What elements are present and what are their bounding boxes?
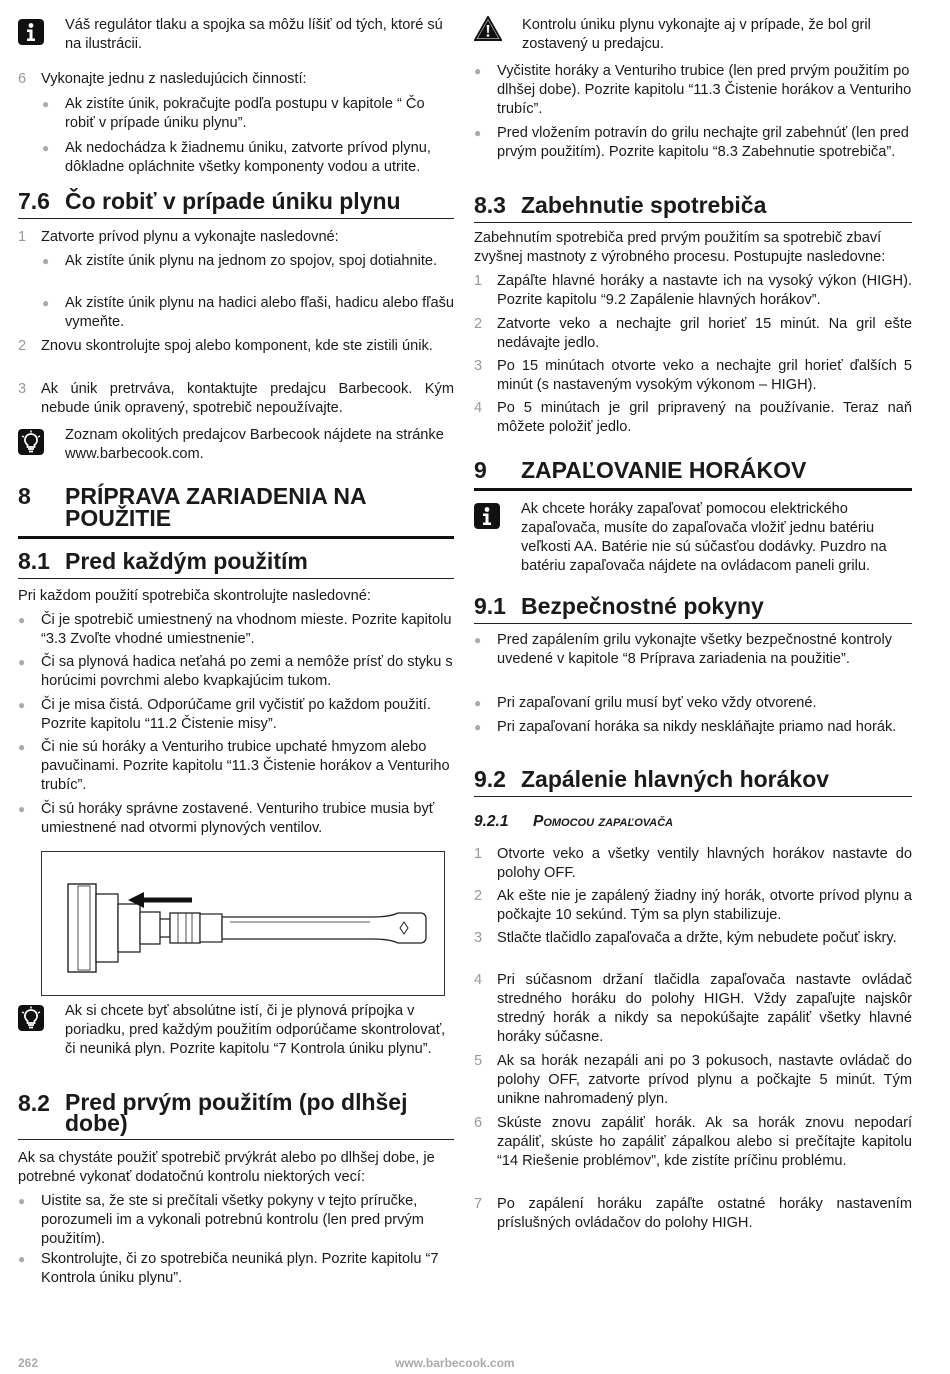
list-item: ● Skontrolujte, či zo spotrebiča neuniká plyn. Pozrite kapitolu “7 Kontrola úniku plynu”. <box>18 1251 439 1286</box>
tip-note-leak-check <box>18 1002 454 1059</box>
info-icon <box>18 19 44 45</box>
note-text: Váš regulátor tlaku a spojka sa môžu líšiť od tých, ktoré sú na ilustrácii. <box>65 17 443 52</box>
section-heading-9-2: 9.2 Zapálenie hlavných horákov <box>474 768 912 797</box>
tip-text: Ak si chcete byť absolútne istí, či je plynová prípojka v poriadku, pred každým použitím odporúčame skontrolovať, či neuniká plyn. Pozrite kapitolu “7 Kontrola úniku plynu”. <box>65 1003 446 1057</box>
list-item: 2 Zatvorte veko a nechajte gril horieť 15 minút. Na gril ešte nedávajte jedlo. <box>474 316 912 351</box>
first-use-checklist-continued <box>474 62 912 162</box>
list-item: 5 Ak sa horák nezapáli ani po 3 pokusoch, nastavte ovládač do polohy OFF, zatvorte prívod plynu a počkajte 5 minút. Tým unikne nahromadený plyn. <box>474 1053 912 1107</box>
list-item: ● Pri zapaľovaní grilu musí byť veko vždy otvorené. <box>474 695 817 711</box>
list-item: ● Ak zistíte únik plynu na hadici alebo fľaši, hadicu alebo fľašu vymeňte. <box>42 295 454 330</box>
section-heading-7-6: 7.6 Čo robiť v prípade úniku plynu <box>18 190 454 219</box>
step-number: 6 <box>18 71 27 87</box>
gas-connection-illustration <box>41 851 445 996</box>
list-item: ● Či je misa čistá. Odporúčame gril vyčistiť po každom použití. Pozrite kapitolu “11.2 Čistenie misy”. <box>18 697 431 732</box>
step6-bullet-list <box>42 95 454 177</box>
break-in-steps <box>474 272 912 437</box>
safety-list <box>474 631 912 737</box>
list-item: ● Či sa plynová hadica neťahá po zemi a nemôže prísť do styku s horúcimi povrchmi alebo kvapkajúcim tukom. <box>18 654 453 689</box>
list-item: ● Ak zistíte únik plynu na jednom zo spojov, spoj dotiahnite. <box>42 253 438 269</box>
list-item: 4 Pri súčasnom držaní tlačidla zapaľovača nastavte ovládač stredného horáku do polohy HIGH. Vždy zapaľujte najskôr stredný horák a nikdy sa nepokúšajte zapáliť všetky hlavné horáky súčasne. <box>474 972 912 1045</box>
list-item: 1 Otvorte veko a všetky ventily hlavných horákov nastavte do polohy OFF. <box>474 846 912 881</box>
list-item: 2 Ak ešte nie je zapálený žiadny iný horák, otvorte prívod plynu a počkajte 10 sekúnd. Tým sa plyn stabilizuje. <box>474 888 912 923</box>
list-item: ● Pri zapaľovaní horáka sa nikdy neskláňajte priamo nad horák. <box>474 719 897 735</box>
list-item: 3 Stlačte tlačidlo zapaľovača a držte, kým nebudete počuť iskry. <box>474 930 897 946</box>
list-item: 7 Po zapálení horáku zapáľte ostatné horáky nastavením príslušných ovládačov do polohy HIGH. <box>474 1196 912 1231</box>
list-item: ● Vyčistite horáky a Venturiho trubice (len pred prvým použitím po dlhšej dobe). Pozrite kapitolu “11.3 Čistenie horákov a Venturiho trubíc”. <box>474 63 912 117</box>
note-text: Ak chcete horáky zapaľovať pomocou elektrického zapaľovača, musíte do zapaľovača vložiť jednu batériu veľkosti AA. Batérie nie sú súčasťou dodávky. Puzdro na batériu zapaľovača nájdete na ovládacom paneli grilu. <box>521 501 887 574</box>
list-item: ● Pred vložením potravín do grilu nechajte gril zabehnúť (len pred prvým použitím). Pozrite kapitolu “8.3 Zabehnutie spotrebiča”. <box>474 125 909 160</box>
list-item: ● Uistite sa, že ste si prečítali všetky pokyny v tejto príručke, porozumeli im a vykonali potrebnú kontrolu (len pred prvým použitím). <box>18 1193 424 1247</box>
lightbulb-icon <box>18 429 44 455</box>
checklist <box>18 611 454 838</box>
section-heading-8-1: 8.1 Pred každým použitím <box>18 550 454 579</box>
first-use-checklist <box>18 1192 454 1288</box>
info-icon <box>474 503 500 529</box>
list-item: 4 Po 5 minútach je gril pripravený na používanie. Teraz naň môžete položiť jedlo. <box>474 400 912 435</box>
lightbulb-icon <box>18 1005 44 1031</box>
tip-note-dealers <box>18 426 454 464</box>
warning-note-dealer <box>474 16 912 54</box>
list-item: ● Či sú horáky správne zostavené. Venturiho trubice musia byť umiestnené nad otvormi plynových ventilov. <box>18 801 435 836</box>
chapter-heading-9: 9 ZAPAĽOVANIE HORÁKOV <box>474 459 912 491</box>
section-heading-8-3: 8.3 Zabehnutie spotrebiča <box>474 194 912 223</box>
intro-text: Pri každom použití spotrebiča skontrolujte nasledovné: <box>18 588 371 604</box>
subsection-heading-9-2-1: 9.2.1 Pomocou zapaľovača <box>474 813 674 830</box>
step-text: Vykonajte jednu z nasledujúcich činností: <box>41 71 307 87</box>
tip-text: Zoznam okolitých predajcov Barbecook nájdete na stránke www.barbecook.com. <box>65 427 444 462</box>
warning-text: Kontrolu úniku plynu vykonajte aj v prípade, že bol gril zostavený u predajcu. <box>522 17 871 52</box>
info-note-battery <box>474 500 912 576</box>
list-item: ● Ak nedochádza k žiadnemu úniku, zatvorte prívod plynu, dôkladne opláchnite všetky komponenty vodou a utrite. <box>42 140 431 175</box>
section-heading-8-2: 8.2 Pred prvým použitím (po dlhšej dobe) <box>18 1092 454 1140</box>
list-item: 3 Po 15 minútach otvorte veko a nechajte gril horieť ďalších 5 minút (s nastaveným vysokým výkonom – HIGH). <box>474 358 912 393</box>
list-item: 6 Skúste znovu zapáliť horák. Ak sa horák znovu nepodarí zapáliť, skúste ho zapáliť zápalkou alebo si prečítajte kapitolu “14 Riešenie problémov”, kde zistíte príčinu problému. <box>474 1115 912 1169</box>
chapter-heading-8: 8 PRÍPRAVA ZARIADENIA NA POUŽITIE <box>18 485 454 539</box>
footer-url: www.barbecook.com <box>395 1356 515 1370</box>
ignition-steps <box>474 845 912 1233</box>
list-item: 1 Zapáľte hlavné horáky a nastavte ich na vysoký výkon (HIGH). Pozrite kapitolu “9.2 Zapálenie hlavných horákov”. <box>474 273 912 308</box>
step-3: 3 Ak únik pretrváva, kontaktujte predajcu Barbecook. Kým nebude únik opravený, spotrebič nepoužívajte. <box>18 381 454 416</box>
leak-bullet-list <box>42 252 454 332</box>
list-item: ● Ak zistíte únik, pokračujte podľa postupu v kapitole “ Čo robiť v prípade úniku plynu”. <box>42 96 425 131</box>
step-2: 2 Znovu skontrolujte spoj alebo komponent, kde ste zistili únik. <box>18 338 433 354</box>
list-item: ● Pred zapálením grilu vykonajte všetky bezpečnostné kontroly uvedené v kapitole “8 Príprava zariadenia na použitie”. <box>474 632 893 667</box>
list-item: ● Či nie sú horáky a Venturiho trubice upchaté hmyzom alebo pavučinami. Pozrite kapitolu “11.3 Čistenie horákov a Venturiho trubíc”. <box>18 739 450 793</box>
step-1: 1 Zatvorte prívod plynu a vykonajte nasledovné: <box>18 229 339 245</box>
list-item: ● Či je spotrebič umiestnený na vhodnom mieste. Pozrite kapitolu “3.3 Zvoľte vhodné umiestnenie”. <box>18 612 452 647</box>
info-note-regulator <box>18 16 454 54</box>
step-6 <box>18 70 454 89</box>
intro-text: Ak sa chystáte použiť spotrebič prvýkrát alebo po dlhšej dobe, je potrebné vykonať dodatočnú kontrolu niektorých vecí: <box>18 1150 435 1185</box>
page-number: 262 <box>18 1356 39 1370</box>
warning-triangle-icon <box>474 16 502 42</box>
section-heading-9-1: 9.1 Bezpečnostné pokyny <box>474 595 912 624</box>
intro-text: Zabehnutím spotrebiča pred prvým použitím sa spotrebič zbaví zvyšnej mastnoty z výrobného procesu. Postupujte nasledovne: <box>474 230 886 265</box>
